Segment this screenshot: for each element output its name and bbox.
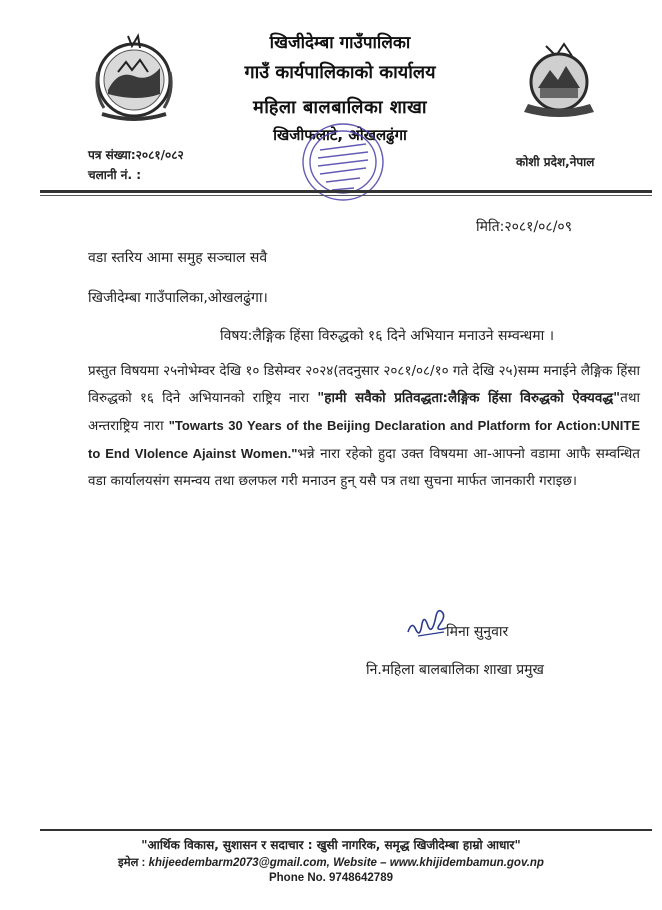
reference-number: पत्र संख्या:२०८१/०८२ (88, 148, 184, 162)
signer-name: मिना सुनुवार (446, 624, 509, 640)
recipient-line-1: वडा स्तरिय आमा समुह सञ्चाल सवै (88, 250, 268, 266)
municipality-name: खिजीदेम्बा गाउँपालिका (269, 33, 411, 53)
nepal-emblem-icon (88, 32, 180, 124)
handwritten-signature (404, 602, 450, 642)
letter-subject: विषय:लैङ्गिक हिंसा विरुद्धको १६ दिने अभियान मनाउने सम्वन्धमा । (220, 328, 555, 344)
website-label: Website – (333, 857, 387, 869)
signer-title: नि.महिला बालबालिका शाखा प्रमुख (366, 662, 544, 678)
national-slogan: "हामी सवैको प्रतिवद्धता:लैङ्गिक हिंसा विरुद्धको ऐक्यवद्ध" (317, 390, 621, 406)
email-label: इमेल : (118, 857, 146, 869)
recipient-line-2: खिजीदेम्बा गाउँपालिका,ओखलढुंगा। (88, 290, 268, 306)
letter-date: मिति:२०८१/०८/०९ (476, 219, 572, 235)
body-part-3: भन्ने नारा रहेको हुदा उक्त विषयमा आ-आफ्नो वडामा आफै सम्वन्धित वडा कार्यालयसंग समन्वय तथा छलफल गरी मनाउन हुन् यसै पत्र तथा सुचना मार्फत जानकारी गराइछ। (88, 446, 640, 489)
office-address: खिजीफलाटे, ओखलढुंगा (273, 126, 407, 144)
footer-motto: "आर्थिक विकास, सुशासन र सदाचार : खुसी नागरिक, समृद्ध खिजीदेम्बा हाम्रो आधार" (141, 838, 521, 852)
letter-body (88, 358, 640, 495)
footer-phone: Phone No. 9748642789 (268, 872, 393, 884)
province-label: कोशी प्रदेश,नेपाल (516, 155, 595, 169)
website-address: www.khijidembamun.gov.np (389, 857, 544, 869)
footer-contact (0, 855, 662, 870)
body-part-1: प्रस्तुत विषयमा २५नोभेम्वर देखि १० डिसेम्वर २०२४(तदनुसार २०८१/०८/१० गते देखि २५)सम्म मनाईने लैङ्गिक हिंसा विरुद्धको १६ दिने अभियानको राष्ट्रिय नारा (88, 363, 640, 406)
international-slogan: "Towarts 30 Years of the Beijing Declaration and Platform for Action:UNITE to End VIolence Ajainst Women." (88, 418, 640, 461)
header-divider (40, 190, 652, 193)
office-name: गाउँ कार्यपालिकाको कार्यालय (244, 62, 436, 83)
email-address: khijeedembarm2073@gmail.com, (148, 857, 330, 869)
province-emblem-icon (516, 42, 602, 122)
body-part-2: तथा अन्तराष्ट्रिय नारा (88, 390, 640, 434)
section-name: महिला बालबालिका शाखा (252, 97, 428, 118)
dispatch-number: चलानी नं. : (88, 168, 142, 182)
header-divider-thin (40, 195, 652, 196)
footer-divider (40, 829, 652, 831)
